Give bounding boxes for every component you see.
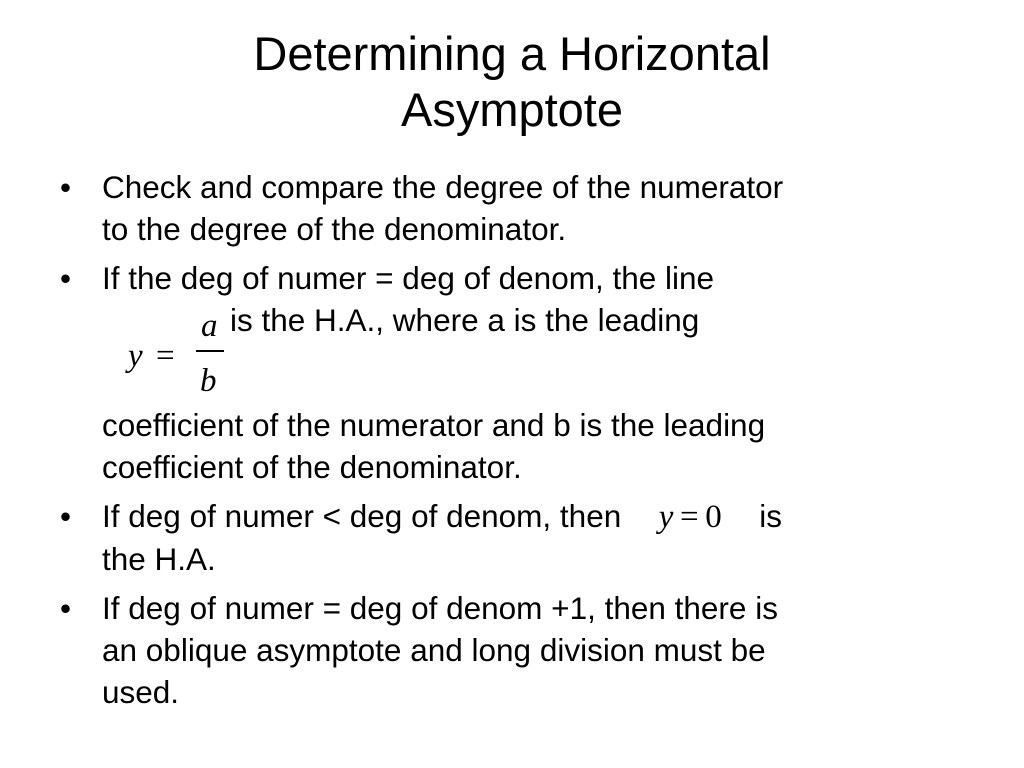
bullet-text-line: Check and compare the degree of the numerator (102, 169, 784, 205)
equation-operator: = (680, 499, 699, 535)
bullet-text-segment: If deg of numer < deg of denom, then (102, 498, 622, 534)
bullet-text-line: coefficient of the numerator and b is the leading (102, 407, 766, 443)
bullet-text-line: to the degree of the denominator. (102, 211, 567, 247)
title-line-1: Determining a Horizontal (253, 27, 771, 80)
bullet-text-line: an oblique asymptote and long division must be (102, 632, 766, 668)
equation-operator: = (156, 338, 175, 374)
bullet-dot: • (60, 498, 72, 534)
bullet-text-line: used. (102, 674, 180, 710)
bullet-item-oblique-asymptote (60, 587, 980, 713)
bullet-dot: • (60, 590, 72, 626)
fraction-numerator: a (201, 308, 218, 344)
bullet-dot: • (60, 169, 72, 205)
equation-y-equals-zero (621, 496, 759, 538)
bullet-item-equal-degrees (60, 257, 980, 488)
bullet-text-segment: is (759, 498, 782, 534)
fraction-bar (196, 350, 224, 352)
bullet-text-line: If deg of numer = deg of denom +1, then there is (102, 590, 778, 626)
bullet-list (60, 166, 980, 713)
title-line-2: Asymptote (400, 83, 624, 136)
bullet-text-line: is the H.A., where a is the leading (230, 302, 700, 338)
equation-lhs: y (658, 499, 674, 535)
equation-rhs: 0 (705, 499, 722, 535)
bullet-text-line: If the deg of numer = deg of denom, the line (102, 260, 715, 296)
slide-title (0, 26, 1024, 138)
equation-y-equals-a-over-b (124, 299, 228, 404)
bullet-text-line: coefficient of the denominator. (102, 449, 522, 485)
bullet-item-compare-degrees (60, 166, 980, 250)
fraction-denominator: b (200, 363, 217, 399)
bullet-dot: • (60, 260, 72, 296)
bullet-item-lower-degree (60, 495, 980, 580)
bullet-text-line: the H.A. (102, 541, 216, 577)
equation-lhs: y (128, 338, 143, 374)
